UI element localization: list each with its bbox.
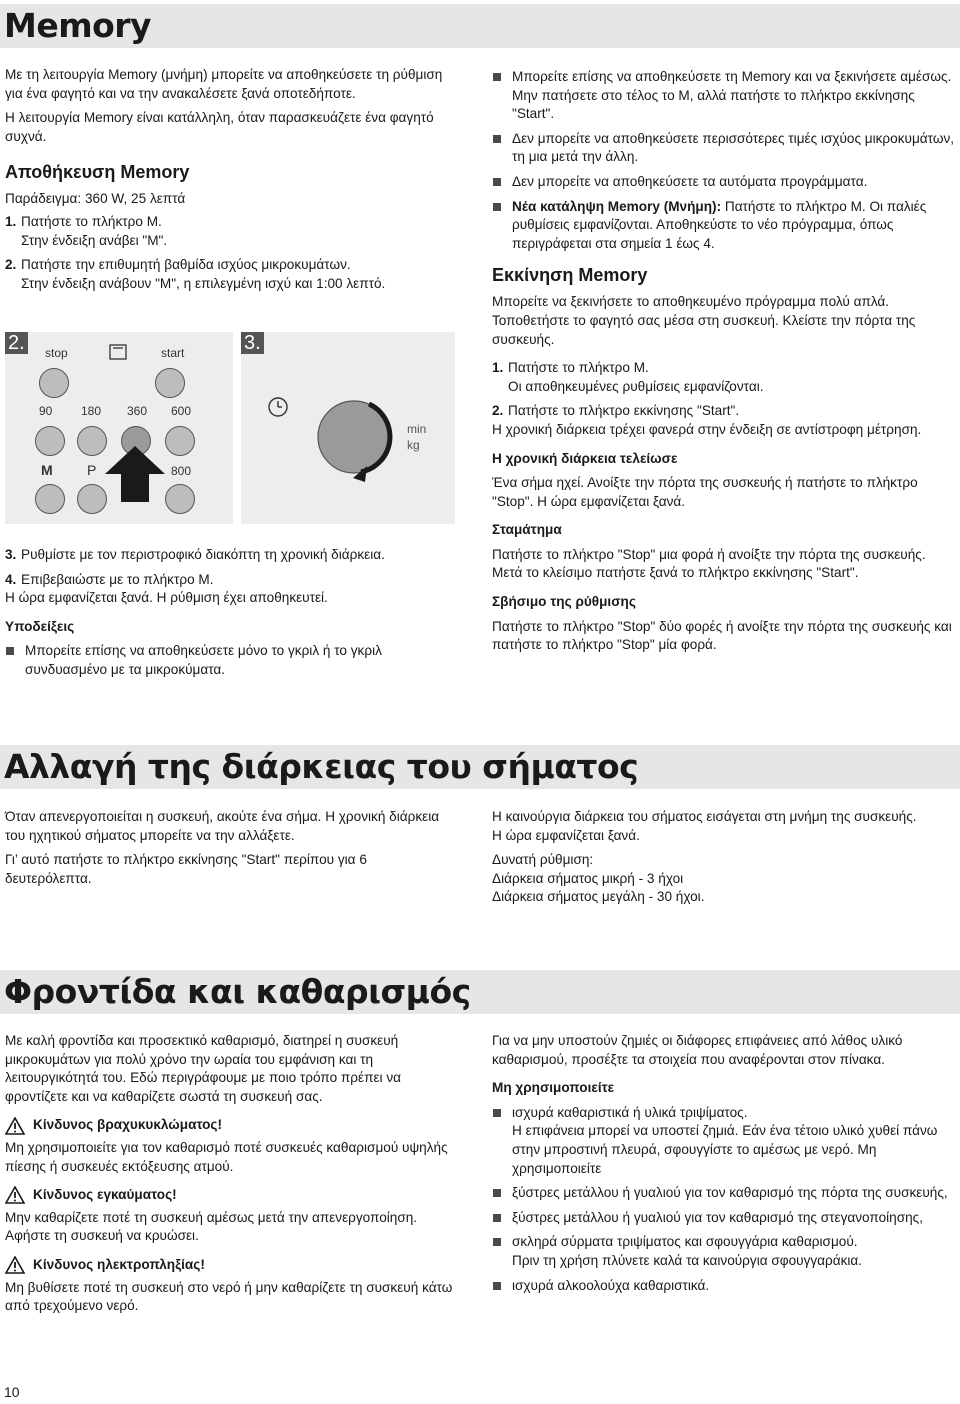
delete-text: Πατήστε το πλήκτρο "Stop" δύο φορές ή ανοίξτε την πόρτα της συσκευής και πατήστε το πλήκτρο "Stop" μία φορά. <box>492 618 952 653</box>
save-memory-heading: Αποθήκευση Memory <box>5 162 190 183</box>
section-title-memory: Memory <box>4 6 152 45</box>
power-180-label: 180 <box>81 404 102 418</box>
warning-icon <box>5 1256 25 1274</box>
care-left-column <box>5 1032 460 1322</box>
memory-notes-list <box>492 68 954 253</box>
save-step-4-note: Η ώρα εμφανίζεται ξανά. Η ρύθμιση έχει αποθηκευτεί. <box>5 590 328 606</box>
memory-m-button[interactable] <box>35 484 65 514</box>
save-example: Παράδειγμα: 360 W, 25 λεπτά <box>5 191 186 207</box>
start-step-2: 2. Πατήστε το πλήκτρο εκκίνησης "Start". <box>492 403 740 419</box>
memory-intro-2: Η λειτουργία Memory είναι κατάλληλη, όταν παρασκευάζετε ένα φαγητό συχνά. <box>5 110 434 144</box>
press-arrow-icon <box>103 444 167 504</box>
signal-right-4: Διάρκεια σήματος μικρή - 3 ήχοι <box>492 870 684 886</box>
signal-right-2: Η ώρα εμφανίζεται ξανά. <box>492 827 640 843</box>
signal-right-3: Δυνατή ρύθμιση: <box>492 852 594 868</box>
section-title-signal: Αλλαγή της διάρκειας του σήματος <box>4 747 639 786</box>
start-memory-intro: Μπορείτε να ξεκινήσετε το αποθηκευμένο πρόγραμμα πολύ απλά. Τοποθετήστε το φαγητό σας μέσα στη συσκευή. Κλείστε την πόρτα της συσκευής. <box>492 294 916 347</box>
memory-left-column <box>5 66 455 293</box>
hints-heading: Υποδείξεις <box>5 618 75 634</box>
figure-number-2: 2. <box>5 332 28 354</box>
start-step-2-note: Η χρονική διάρκεια τρέχει φανερά στην ένδειξη σε αντίστροφη μέτρηση. <box>492 421 922 437</box>
page-number: 10 <box>4 1384 20 1400</box>
power-90-label: 90 <box>39 404 53 418</box>
signal-text-1: Όταν απενεργοποιείται η συσκευή, ακούτε ένα σήμα. Η χρονική διάρκεια του ηχητικού σήματος μπορείτε να την αλλάξετε. <box>5 809 440 843</box>
power-600-button[interactable] <box>165 426 195 456</box>
section-title-bar <box>0 970 960 1014</box>
warning-electric-shock-text: Μη βυθίσετε ποτέ τη συσκευή στο νερό ή μην καθαρίζετε τη συσκευή κάτω από τρεχούμενο νερό. <box>5 1279 453 1314</box>
section-title-bar <box>0 4 960 48</box>
signal-right-1: Η καινούργια διάρκεια του σήματος εισάγεται στη μνήμη της συσκευής. <box>492 809 917 824</box>
figure-number-3: 3. <box>241 332 264 354</box>
signal-right-5: Διάρκεια σήματος μεγάλη - 30 ήχοι. <box>492 889 705 905</box>
time-ended-text: Ένα σήμα ηχεί. Ανοίξτε την πόρτα της συσκευής ή πατήστε το πλήκτρο "Stop". Η ώρα εμφανίζεται ξανά. <box>492 475 918 509</box>
warning-icon <box>5 1186 25 1204</box>
warning-burn: Κίνδυνος εγκαύματος! <box>5 1186 460 1205</box>
memory-note-item: Δεν μπορείτε να αποθηκεύσετε τα αυτόματα προγράμματα. <box>492 173 954 192</box>
warning-short-circuit-text: Μη χρησιμοποιείτε για τον καθαρισμό ποτέ συσκευές καθαρισμού υψηλής πίεσης ή συσκευές εκτόξευσης ατμού. <box>5 1139 448 1174</box>
power-360-label: 360 <box>127 404 148 418</box>
start-button[interactable] <box>155 368 185 398</box>
warning-short-circuit: Κίνδυνος βραχυκυκλώματος! <box>5 1116 460 1135</box>
memory-note-item: Δεν μπορείτε να αποθηκεύσετε περισσότερες τιμές ισχύος μικροκυμάτων, τη μια μετά την άλλη. <box>492 130 954 167</box>
clock-icon <box>267 396 289 418</box>
delete-heading: Σβήσιμο της ρύθμισης <box>492 594 636 610</box>
signal-right-column <box>492 808 954 907</box>
stop-label: stop <box>45 346 68 360</box>
section-title-bar <box>0 745 960 789</box>
do-not-use-item: ξύστρες μετάλλου ή γυαλιού για τον καθαρισμό της στεγανοποίησης, <box>492 1209 954 1228</box>
control-panel-figure <box>5 332 233 524</box>
do-not-use-heading: Μη χρησιμοποιείτε <box>492 1080 615 1096</box>
care-right-column <box>492 1032 954 1301</box>
rotary-dial-figure <box>241 332 455 524</box>
do-not-use-list <box>492 1104 954 1295</box>
power-800-button[interactable] <box>165 484 195 514</box>
do-not-use-item: ισχυρά αλκοολούχα καθαριστικά. <box>492 1277 954 1296</box>
care-intro: Με καλή φροντίδα και προσεκτικό καθαρισμό, διατηρεί η συσκευή μικροκυμάτων για πολύ χρόνο την ωραία του εμφάνιση και τη λειτουργικότητά του. Εδώ περιγράφουμε με ποιο τρόπο πρέπει να φροντίζετε και να καθαρίζετε σωστά τη συσκευή σας. <box>5 1033 401 1104</box>
hints-list <box>5 642 455 679</box>
do-not-use-item: ξύστρες μετάλλου ή γυαλιού για τον καθαρισμό της πόρτα της συσκευής, <box>492 1184 954 1203</box>
signal-text-2: Γι’ αυτό πατήστε το πλήκτρο εκκίνησης "Start" περίπου για 6 δευτερόλεπτα. <box>5 852 367 886</box>
memory-intro-1: Με τη λειτουργία Memory (μνήμη) μπορείτε να αποθηκεύσετε τη ρύθμιση για ένα φαγητό και να την ανακαλέσετε ξανά οποτεδήποτε. <box>5 67 443 101</box>
rotary-knob[interactable] <box>309 392 399 482</box>
min-label: min <box>407 422 427 436</box>
do-not-use-item: σκληρά σύρματα τριψίματος και σφουγγάρια καθαρισμού. Πριν τη χρήση πλύνετε καλά τα καινούργια σφουγγαράκια. <box>492 1233 954 1270</box>
save-step-1-note: Στην ένδειξη ανάβει "M". <box>21 232 168 248</box>
start-step-1: 1. Πατήστε το πλήκτρο M. <box>492 360 649 376</box>
warning-burn-text: Μην καθαρίζετε ποτέ τη συσκευή αμέσως μετά την απενεργοποίηση. Αφήστε τη συσκευή να κρυώσει. <box>5 1209 418 1244</box>
save-step-2-note: Στην ένδειξη ανάβουν "M", η επιλεγμένη ισχύ και 1:00 λεπτό. <box>21 275 386 291</box>
power-600-label: 600 <box>171 404 192 418</box>
care-right-intro: Για να μην υποστούν ζημιές οι διάφορες επιφάνειες από λάθος υλικό καθαρισμού, προσέξτε τα στοιχεία που αναφέρονται στον πίνακα. <box>492 1033 903 1067</box>
memory-note-item: Μπορείτε επίσης να αποθηκεύσετε τη Memory και να ξεκινήσετε αμέσως. Μην πατήσετε στο τέλος το M, αλλά πατήστε το πλήκτρο εκκίνησης "Start". <box>492 68 954 124</box>
kg-label: kg <box>407 438 420 452</box>
memory-note-item: Νέα κατάληψη Memory (Μνήμη): Πατήστε το πλήκτρο M. Οι παλιές ρυθμίσεις εμφανίζονται. Αποθηκεύστε το νέο πρόγραμμα, όπως περιγράφεται στα σημεία 1 έως 4. <box>492 198 954 254</box>
memory-left-lower <box>5 546 455 686</box>
program-p-button[interactable] <box>77 484 107 514</box>
signal-left-column <box>5 808 455 894</box>
save-step-4: 4. Επιβεβαιώστε με το πλήκτρο M. <box>5 571 214 587</box>
warning-electric-shock: Κίνδυνος ηλεκτροπληξίας! <box>5 1256 460 1275</box>
hint-item: Μπορείτε επίσης να αποθηκεύσετε μόνο το γκριλ ή το γκριλ συνδυασμένο με τα μικροκύματα. <box>5 642 455 679</box>
section-title-care: Φροντίδα και καθαρισμός <box>4 972 471 1011</box>
start-memory-heading: Εκκίνηση Memory <box>492 265 648 286</box>
program-p-label: P <box>87 462 97 478</box>
start-label: start <box>161 346 185 360</box>
power-800-label: 800 <box>171 464 192 478</box>
do-not-use-item: ισχυρά καθαριστικά ή υλικά τριψίματος. Η επιφάνεια μπορεί να υποστεί ζημιά. Εάν ένα τέτοιο υλικό χυθεί πάνω στην μπροστινή πλευρά, σφουγγίστε το αμέσως με νερό. Μη χρησιμοποιείτε <box>492 1104 954 1178</box>
stop-text: Πατήστε το πλήκτρο "Stop" μια φορά ή ανοίξτε την πόρτα της συσκευής. Μετά το κλείσιμο πατήστε ξανά το πλήκτρο εκκίνησης "Start". <box>492 546 926 581</box>
power-90-button[interactable] <box>35 426 65 456</box>
stop-heading: Σταμάτημα <box>492 522 562 538</box>
start-step-1-note: Οι αποθηκευμένες ρυθμίσεις εμφανίζονται. <box>508 378 764 394</box>
stop-button[interactable] <box>39 368 69 398</box>
memory-right-column <box>492 68 954 661</box>
save-step-2: 2. Πατήστε την επιθυμητή βαθμίδα ισχύος μικροκυμάτων. <box>5 257 351 273</box>
display-icon <box>109 344 127 360</box>
warning-icon <box>5 1117 25 1135</box>
memory-m-label: M <box>41 462 53 478</box>
save-step-1: 1. Πατήστε το πλήκτρο M. <box>5 213 162 229</box>
save-step-3: 3. Ρυθμίστε με τον περιστροφικό διακόπτη τη χρονική διάρκεια. <box>5 547 385 562</box>
time-ended-heading: Η χρονική διάρκεια τελείωσε <box>492 450 678 466</box>
